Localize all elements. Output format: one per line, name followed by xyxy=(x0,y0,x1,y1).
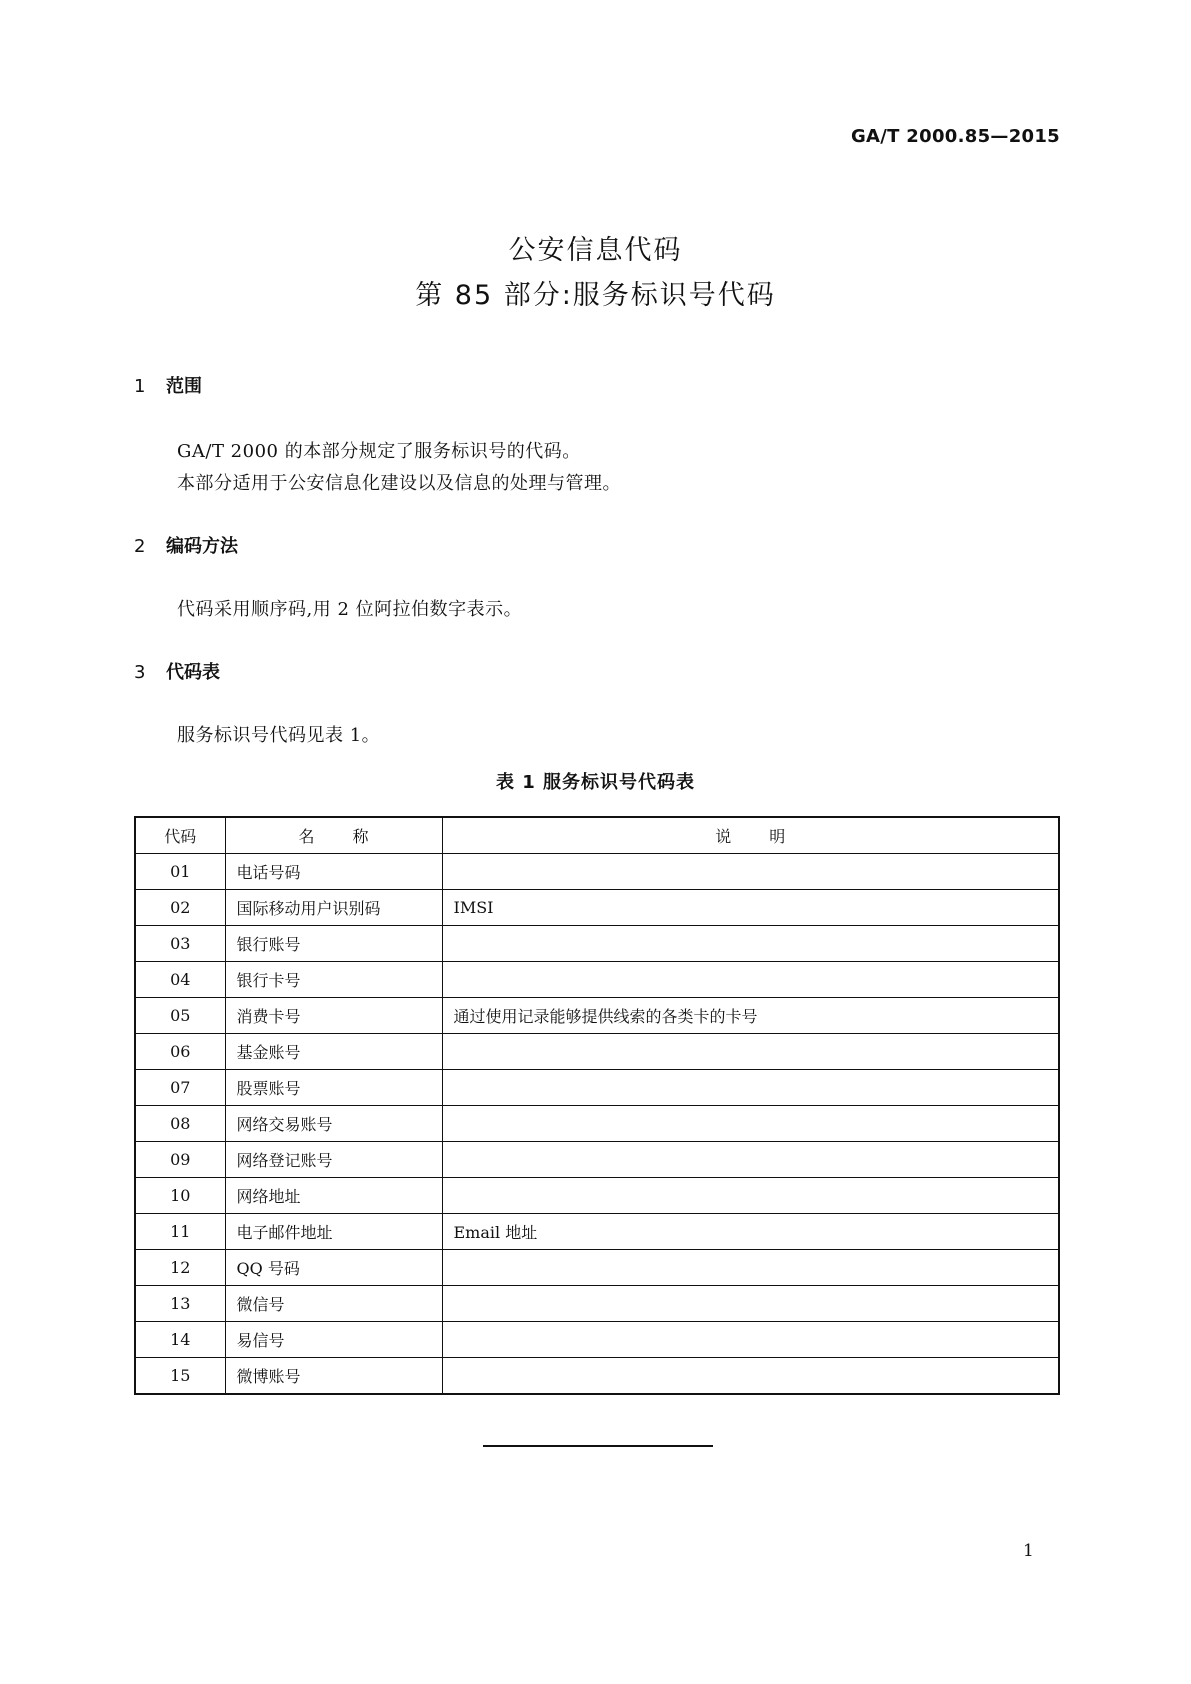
table-row xyxy=(135,1070,1059,1106)
header-code: 代码 xyxy=(135,817,225,854)
row-description xyxy=(442,1034,1059,1070)
row-description xyxy=(442,1142,1059,1178)
row-name: 微信号 xyxy=(225,1286,442,1322)
row-description xyxy=(442,962,1059,998)
section-title: 编码方法 xyxy=(166,536,238,557)
table-header-row xyxy=(135,817,1059,854)
section-heading-encoding-method xyxy=(134,532,238,558)
row-description xyxy=(442,854,1059,890)
document-subtitle: 第 85 部分:服务标识号代码 xyxy=(415,280,776,311)
row-description xyxy=(442,1178,1059,1214)
row-code: 12 xyxy=(135,1250,225,1286)
scope-paragraph-2: 本部分适用于公安信息化建设以及信息的处理与管理。 xyxy=(177,473,621,494)
table-row xyxy=(135,1214,1059,1250)
row-description xyxy=(442,1250,1059,1286)
section-number: 3 xyxy=(134,662,146,683)
row-code: 10 xyxy=(135,1178,225,1214)
row-code: 14 xyxy=(135,1322,225,1358)
table-row xyxy=(135,998,1059,1034)
row-name: 网络地址 xyxy=(225,1178,442,1214)
row-code: 11 xyxy=(135,1214,225,1250)
row-description xyxy=(442,1322,1059,1358)
table-row xyxy=(135,890,1059,926)
page-number: 1 xyxy=(1023,1541,1034,1561)
row-code: 15 xyxy=(135,1358,225,1395)
row-name: 银行账号 xyxy=(225,926,442,962)
row-name: 易信号 xyxy=(225,1322,442,1358)
row-name: 电子邮件地址 xyxy=(225,1214,442,1250)
standard-code: GA/T 2000.85—2015 xyxy=(850,126,1060,147)
encoding-method-paragraph: 代码采用顺序码,用 2 位阿拉伯数字表示。 xyxy=(177,599,523,620)
section-title: 代码表 xyxy=(166,662,220,683)
row-description: IMSI xyxy=(442,890,1059,926)
row-name: 电话号码 xyxy=(225,854,442,890)
section-heading-code-table xyxy=(134,658,220,684)
row-code: 02 xyxy=(135,890,225,926)
table-row xyxy=(135,1322,1059,1358)
section-number: 2 xyxy=(134,536,146,557)
document-title: 公安信息代码 xyxy=(508,235,683,266)
row-name: 网络登记账号 xyxy=(225,1142,442,1178)
table-row xyxy=(135,1178,1059,1214)
row-description xyxy=(442,1106,1059,1142)
row-name: 微博账号 xyxy=(225,1358,442,1395)
header-name: 名称 xyxy=(225,817,442,854)
header-description: 说明 xyxy=(442,817,1059,854)
row-code: 03 xyxy=(135,926,225,962)
row-name: 股票账号 xyxy=(225,1070,442,1106)
row-code: 04 xyxy=(135,962,225,998)
table-row xyxy=(135,1286,1059,1322)
row-description: Email 地址 xyxy=(442,1214,1059,1250)
row-name: 消费卡号 xyxy=(225,998,442,1034)
row-code: 06 xyxy=(135,1034,225,1070)
row-code: 01 xyxy=(135,854,225,890)
table-row xyxy=(135,1358,1059,1395)
row-name: 网络交易账号 xyxy=(225,1106,442,1142)
code-table-paragraph: 服务标识号代码见表 1。 xyxy=(177,725,381,746)
table-row xyxy=(135,926,1059,962)
row-name: 银行卡号 xyxy=(225,962,442,998)
row-code: 07 xyxy=(135,1070,225,1106)
row-description: 通过使用记录能够提供线索的各类卡的卡号 xyxy=(442,998,1059,1034)
table-row xyxy=(135,1034,1059,1070)
row-code: 13 xyxy=(135,1286,225,1322)
row-description xyxy=(442,926,1059,962)
row-code: 09 xyxy=(135,1142,225,1178)
table-caption: 表 1 服务标识号代码表 xyxy=(495,772,696,793)
row-name: 国际移动用户识别码 xyxy=(225,890,442,926)
table-row xyxy=(135,854,1059,890)
table-row xyxy=(135,1106,1059,1142)
row-description xyxy=(442,1070,1059,1106)
row-description xyxy=(442,1358,1059,1395)
row-code: 05 xyxy=(135,998,225,1034)
row-name: QQ 号码 xyxy=(225,1250,442,1286)
section-title: 范围 xyxy=(166,376,202,397)
end-rule xyxy=(483,1445,713,1447)
table-row xyxy=(135,962,1059,998)
table-body xyxy=(135,854,1059,1395)
section-number: 1 xyxy=(134,376,146,397)
service-id-code-table xyxy=(134,816,1060,1395)
scope-paragraph-1: GA/T 2000 的本部分规定了服务标识号的代码。 xyxy=(177,441,581,462)
row-description xyxy=(442,1286,1059,1322)
table-row xyxy=(135,1250,1059,1286)
table-row xyxy=(135,1142,1059,1178)
row-code: 08 xyxy=(135,1106,225,1142)
row-name: 基金账号 xyxy=(225,1034,442,1070)
section-heading-scope xyxy=(134,372,202,398)
